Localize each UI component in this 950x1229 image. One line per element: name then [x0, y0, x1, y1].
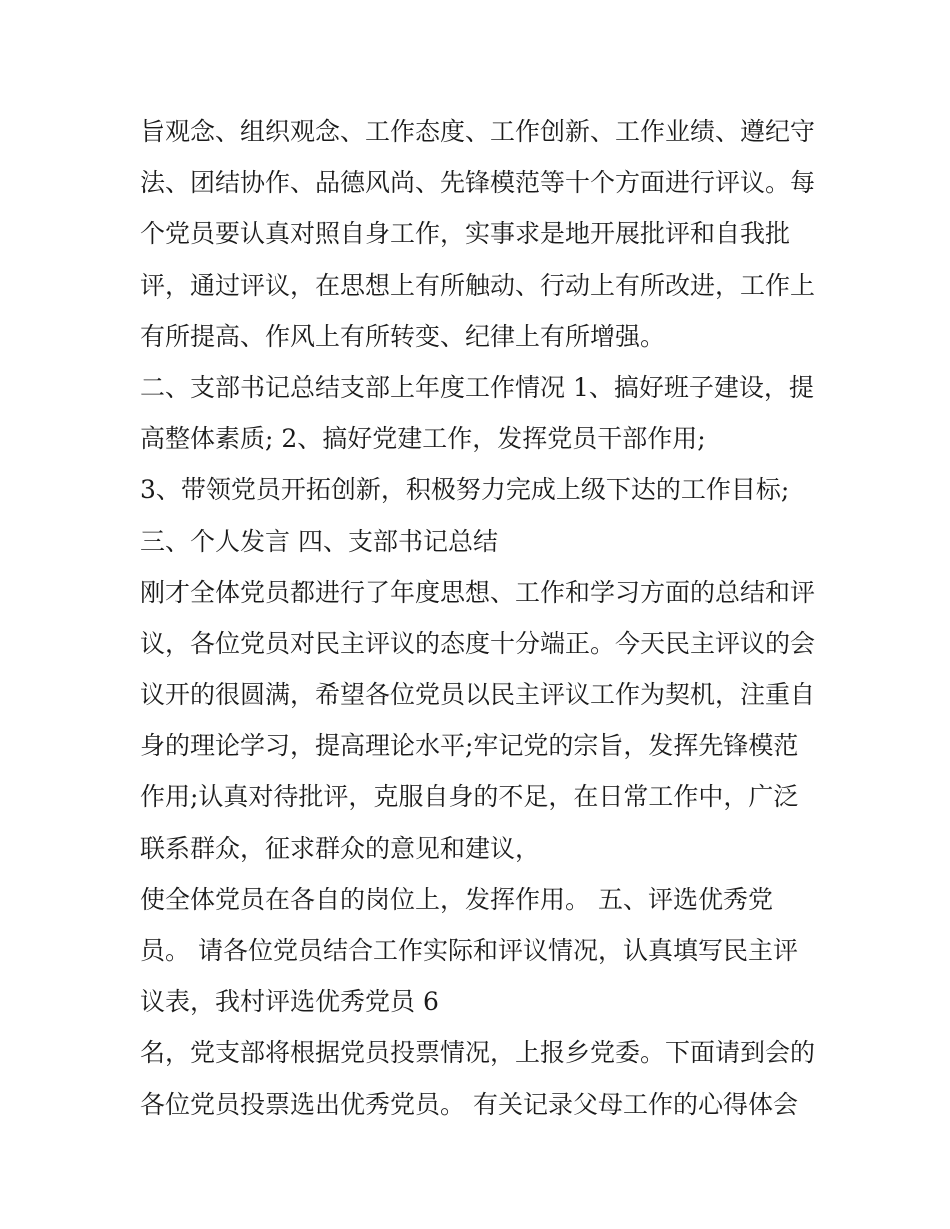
text-line: 有所提高、作风上有所转变、纪律上有所增强。: [140, 321, 666, 351]
text-line: 议开的很圆满，希望各位党员以民主评议工作为契机，注重自: [140, 680, 816, 710]
text-line: 评，通过评议，在思想上有所触动、行动上有所改进，工作上: [140, 270, 816, 300]
text-line: 名，党支部将根据党员投票情况，上报乡党委。下面请到会的: [140, 1038, 816, 1068]
text-line: 联系群众，征求群众的意见和建议，: [140, 833, 541, 863]
text-line: 议表，我村评选优秀党员 6: [140, 987, 439, 1017]
text-line: 作用;认真对待批评，克服自身的不足，在日常工作中，广泛: [140, 782, 799, 812]
body-text: [140, 106, 820, 1130]
text-line: 员。 请各位党员结合工作实际和评议情况，认真填写民主评: [140, 936, 798, 965]
text-line: 二、支部书记总结支部上年度工作情况 1、搞好班子建设，提: [140, 372, 814, 402]
text-line: 三、个人发言 四、支部书记总结: [140, 526, 498, 556]
text-line: 议，各位党员对民主评议的态度十分端正。今天民主评议的会: [140, 628, 816, 658]
text-line: 各位党员投票选出优秀党员。 有关记录父母工作的心得体会: [140, 1089, 798, 1119]
text-line: 刚才全体党员都进行了年度思想、工作和学习方面的总结和评: [140, 577, 816, 607]
text-line: 使全体党员在各自的岗位上，发挥作用。 五、评选优秀党: [140, 884, 773, 914]
text-line: 旨观念、组织观念、工作态度、工作创新、工作业绩、遵纪守: [140, 117, 816, 146]
text-line: 法、团结协作、品德风尚、先锋模范等十个方面进行评议。每: [140, 168, 816, 198]
text-line: 身的理论学习，提高理论水平;牢记党的宗旨，发挥先锋模范: [140, 731, 799, 761]
text-line: 3、带领党员开拓创新，积极努力完成上级下达的工作目标;: [140, 475, 790, 505]
text-line: 高整体素质; 2、搞好党建工作，发挥党员干部作用;: [140, 424, 706, 454]
text-line: 个党员要认真对照自身工作，实事求是地开展批评和自我批: [140, 219, 791, 249]
